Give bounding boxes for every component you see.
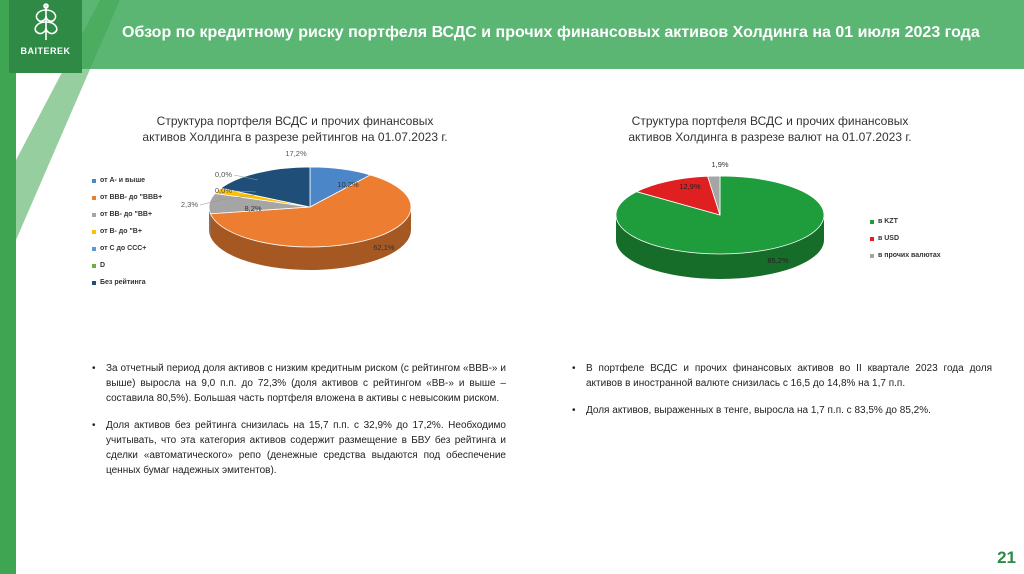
currency-commentary bbox=[572, 361, 992, 430]
commentary-bullet: • Доля активов без рейтинга снизилась на 15,7 п.п. с 32,9% до 17,2%. Необходимо учитывать, что эта категория активов содержит размещение в БВУ без рейтинга и сделки «автоматического» репо (денежные средства выдаются под обеспечение ценных бумаг надежных эмитентов). bbox=[92, 418, 506, 478]
pie-data-label: 1,9% bbox=[711, 160, 729, 169]
baiterek-emblem-icon bbox=[24, 0, 68, 44]
legend-label: в прочих валютах bbox=[878, 252, 941, 259]
pie-data-label: 12,9% bbox=[679, 182, 701, 191]
legend-label: D bbox=[100, 262, 106, 269]
legend-swatch bbox=[870, 220, 874, 224]
legend-item bbox=[92, 206, 162, 223]
commentary-bullet: • В портфеле ВСДС и прочих финансовых активов во II квартале 2023 года доля активов в иностранной валюте снизилась с 16,5 до 14,8% на 1,7 п.п. bbox=[572, 361, 992, 391]
legend-item bbox=[92, 257, 162, 274]
legend-item bbox=[92, 240, 162, 257]
legend-swatch bbox=[92, 247, 96, 251]
currency-pie-chart bbox=[600, 150, 860, 310]
pie-data-label: 62,1% bbox=[373, 243, 395, 252]
commentary-bullet: • За отчетный период доля активов с низким кредитным риском (с рейтингом «ВВВ-» и выше) выросла на 9,0 п.п. до 72,3% (доля активов с рейтингом «ВВ-» и выше – составила 80,5%). Большая часть портфеля вложена в активы с невысоким риском. bbox=[92, 361, 506, 406]
legend-label: Без рейтинга bbox=[100, 279, 146, 286]
pie-data-label: 2,3% bbox=[180, 200, 198, 209]
pie-data-label: 0,0% bbox=[214, 186, 232, 195]
pie-data-label: 10,2% bbox=[337, 180, 359, 189]
page-number: 21 bbox=[997, 548, 1016, 567]
pie-data-label: 0,0% bbox=[214, 170, 232, 179]
rating-chart-title-line2: активов Холдинга в разрезе рейтингов на 01.07.2023 г. bbox=[142, 130, 448, 144]
rating-pie-chart bbox=[160, 140, 460, 310]
legend-label: от ВВ- до "ВВ+ bbox=[100, 211, 153, 218]
legend-swatch bbox=[92, 196, 96, 200]
pie-data-label: 17,2% bbox=[285, 149, 307, 158]
legend-item bbox=[870, 230, 941, 247]
currency-chart-title-line2: активов Холдинга в разрезе валют на 01.07.2023 г. bbox=[628, 130, 912, 144]
pie-data-label: 8,2% bbox=[244, 204, 262, 213]
legend-item bbox=[870, 247, 941, 264]
legend-item bbox=[92, 223, 162, 240]
legend-item bbox=[92, 172, 162, 189]
legend-label: от С до ССС+ bbox=[100, 245, 147, 252]
rating-commentary bbox=[92, 361, 506, 490]
currency-legend bbox=[870, 213, 941, 264]
currency-chart-title-line1: Структура портфеля ВСДС и прочих финансовых bbox=[631, 114, 909, 128]
legend-swatch bbox=[92, 281, 96, 285]
legend-swatch bbox=[92, 230, 96, 234]
page-title: Обзор по кредитному риску портфеля ВСДС и прочих финансовых активов Холдинга на 01 июля 2023 года bbox=[122, 24, 980, 41]
currency-chart-title bbox=[605, 113, 935, 145]
legend-swatch bbox=[92, 179, 96, 183]
legend-swatch bbox=[92, 213, 96, 217]
legend-label: в KZT bbox=[878, 218, 898, 225]
rating-legend bbox=[92, 172, 162, 291]
commentary-bullet: • Доля активов, выраженных в тенге, выросла на 1,7 п.п. с 83,5% до 85,2%. bbox=[572, 403, 992, 418]
legend-item bbox=[92, 189, 162, 206]
legend-swatch bbox=[870, 237, 874, 241]
legend-label: от А- и выше bbox=[100, 177, 146, 184]
legend-label: от ВВВ- до "ВВВ+ bbox=[100, 194, 163, 201]
legend-item bbox=[870, 213, 941, 230]
logo bbox=[9, 0, 82, 73]
legend-swatch bbox=[92, 264, 96, 268]
legend-label: в USD bbox=[878, 235, 900, 242]
rating-chart-title-line1: Структура портфеля ВСДС и прочих финансовых bbox=[156, 114, 434, 128]
legend-item bbox=[92, 274, 162, 291]
legend-swatch bbox=[870, 254, 874, 258]
logo-text: BAITEREK bbox=[20, 46, 71, 56]
legend-label: от В- до "В+ bbox=[100, 228, 142, 235]
pie-data-label: 85,2% bbox=[767, 256, 789, 265]
